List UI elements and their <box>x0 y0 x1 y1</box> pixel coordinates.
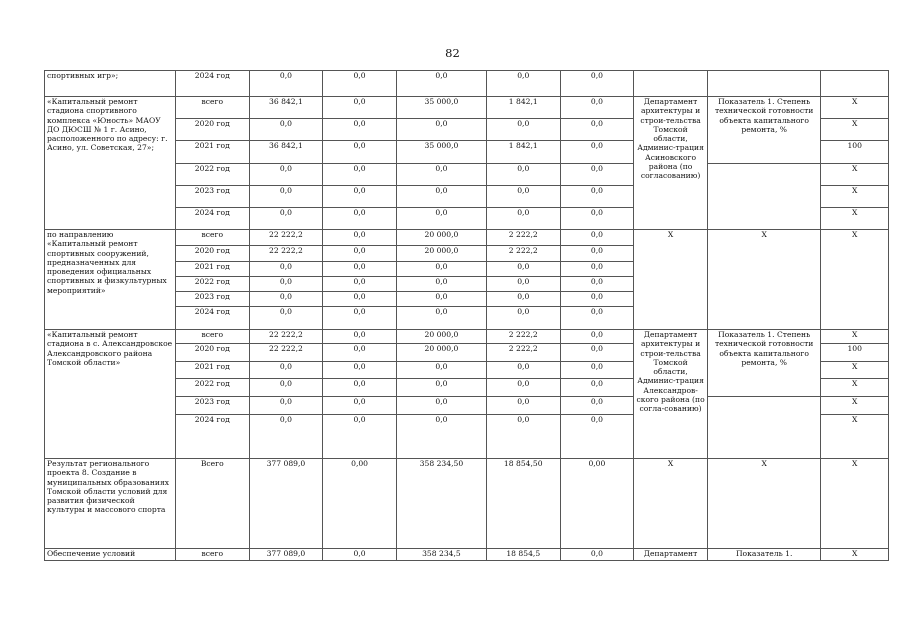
period-cell: 2024 год <box>175 208 249 230</box>
federal-cell: 0,0 <box>323 307 397 330</box>
indicator-cell: Показатель 1. Степень технической готовности объекта капитального ремонта, % <box>707 97 821 164</box>
table-row <box>45 71 889 97</box>
local-cell: 0,0 <box>486 415 560 459</box>
indicator-value: X <box>821 415 889 459</box>
federal-cell: 0,0 <box>323 344 397 362</box>
responsible-cell <box>634 71 708 97</box>
activity-name: по направлению «Капитальный ремонт спортивных сооружений, предназначенных для проведения официальных спортивных и физкультурных мероприятий» <box>45 230 176 330</box>
period-cell: 2024 год <box>175 415 249 459</box>
local-cell: 0,0 <box>486 208 560 230</box>
other-cell: 0,0 <box>560 71 634 97</box>
other-cell: 0,0 <box>560 119 634 141</box>
total-cell: 22 222,2 <box>249 344 323 362</box>
regional-cell: 20 000,0 <box>396 344 486 362</box>
other-cell: 0,00 <box>560 459 634 549</box>
total-cell: 0,0 <box>249 262 323 277</box>
regional-cell: 358 234,5 <box>396 549 486 561</box>
regional-cell: 0,0 <box>396 262 486 277</box>
other-cell: 0,0 <box>560 330 634 344</box>
regional-cell: 20 000,0 <box>396 330 486 344</box>
federal-cell: 0,0 <box>323 262 397 277</box>
total-cell: 377 089,0 <box>249 459 323 549</box>
period-cell: всего <box>175 330 249 344</box>
table-row <box>45 330 889 344</box>
regional-cell: 0,0 <box>396 397 486 415</box>
indicator-value: 100 <box>821 141 889 164</box>
total-cell: 0,0 <box>249 119 323 141</box>
local-cell: 0,0 <box>486 164 560 186</box>
indicator-value: X <box>821 230 889 330</box>
period-cell: 2023 год <box>175 397 249 415</box>
local-cell: 2 222,2 <box>486 246 560 262</box>
local-cell: 0,0 <box>486 362 560 379</box>
regional-cell: 35 000,0 <box>396 141 486 164</box>
federal-cell: 0,0 <box>323 362 397 379</box>
local-cell: 2 222,2 <box>486 230 560 246</box>
total-cell: 36 842,1 <box>249 97 323 119</box>
responsible-cell: Департамент <box>634 549 708 561</box>
period-cell: 2023 год <box>175 186 249 208</box>
indicator-value: X <box>821 397 889 415</box>
total-cell: 0,0 <box>249 379 323 397</box>
local-cell: 0,0 <box>486 119 560 141</box>
indicator-value: X <box>821 186 889 208</box>
indicator-value: X <box>821 208 889 230</box>
activity-name: «Капитальный ремонт стадиона в с. Александровское Александровского района Томской области» <box>45 330 176 459</box>
other-cell: 0,0 <box>560 164 634 186</box>
local-cell: 0,0 <box>486 292 560 307</box>
regional-cell: 0,0 <box>396 362 486 379</box>
indicator-blank-cell <box>707 397 821 459</box>
indicator-value: X <box>821 119 889 141</box>
period-cell: 2021 год <box>175 362 249 379</box>
total-cell: 22 222,2 <box>249 330 323 344</box>
other-cell: 0,0 <box>560 277 634 292</box>
federal-cell: 0,0 <box>323 164 397 186</box>
other-cell: 0,0 <box>560 549 634 561</box>
period-cell: 2020 год <box>175 344 249 362</box>
regional-cell: 0,0 <box>396 71 486 97</box>
federal-cell: 0,0 <box>323 71 397 97</box>
indicator-cell: Показатель 1. <box>707 549 821 561</box>
local-cell: 0,0 <box>486 307 560 330</box>
other-cell: 0,0 <box>560 415 634 459</box>
local-cell: 1 842,1 <box>486 141 560 164</box>
federal-cell: 0,0 <box>323 141 397 164</box>
responsible-cell: Департамент архитектуры и строи-тельства Томской области, Админис-трация Асиновского района (по согласованию) <box>634 97 708 230</box>
period-cell: 2022 год <box>175 164 249 186</box>
local-cell: 0,0 <box>486 379 560 397</box>
responsible-cell: X <box>634 230 708 330</box>
total-cell: 0,0 <box>249 277 323 292</box>
other-cell: 0,0 <box>560 246 634 262</box>
indicator-value: X <box>821 362 889 379</box>
local-cell: 1 842,1 <box>486 97 560 119</box>
federal-cell: 0,0 <box>323 230 397 246</box>
other-cell: 0,0 <box>560 362 634 379</box>
period-cell: 2024 год <box>175 307 249 330</box>
federal-cell: 0,0 <box>323 119 397 141</box>
federal-cell: 0,0 <box>323 208 397 230</box>
total-cell: 0,0 <box>249 307 323 330</box>
regional-cell: 0,0 <box>396 164 486 186</box>
federal-cell: 0,00 <box>323 459 397 549</box>
total-cell: 0,0 <box>249 164 323 186</box>
regional-cell: 0,0 <box>396 307 486 330</box>
table-row <box>45 549 889 561</box>
regional-cell: 0,0 <box>396 277 486 292</box>
indicator-value: X <box>821 97 889 119</box>
regional-cell: 0,0 <box>396 415 486 459</box>
period-cell: 2021 год <box>175 141 249 164</box>
period-cell: всего <box>175 230 249 246</box>
period-cell: 2022 год <box>175 277 249 292</box>
indicator-cell: X <box>707 459 821 549</box>
regional-cell: 358 234,50 <box>396 459 486 549</box>
federal-cell: 0,0 <box>323 549 397 561</box>
total-cell: 36 842,1 <box>249 141 323 164</box>
other-cell: 0,0 <box>560 379 634 397</box>
local-cell: 18 854,50 <box>486 459 560 549</box>
responsible-cell: X <box>634 459 708 549</box>
activity-name: спортивных игр»; <box>45 71 176 97</box>
period-cell: 2024 год <box>175 71 249 97</box>
indicator-value <box>821 71 889 97</box>
activity-name: Результат регионального проекта 8. Создание в муниципальных образованиях Томской области условий для развития физической культуры и массового спорта <box>45 459 176 549</box>
total-cell: 0,0 <box>249 186 323 208</box>
period-cell: 2020 год <box>175 119 249 141</box>
local-cell: 18 854,5 <box>486 549 560 561</box>
indicator-value: X <box>821 164 889 186</box>
indicator-value: 100 <box>821 344 889 362</box>
federal-cell: 0,0 <box>323 330 397 344</box>
other-cell: 0,0 <box>560 141 634 164</box>
other-cell: 0,0 <box>560 397 634 415</box>
indicator-cell: Показатель 1. Степень технической готовности объекта капитального ремонта, % <box>707 330 821 397</box>
federal-cell: 0,0 <box>323 246 397 262</box>
local-cell: 0,0 <box>486 186 560 208</box>
local-cell: 0,0 <box>486 397 560 415</box>
indicator-value: X <box>821 549 889 561</box>
total-cell: 0,0 <box>249 208 323 230</box>
regional-cell: 0,0 <box>396 379 486 397</box>
other-cell: 0,0 <box>560 307 634 330</box>
indicator-value: X <box>821 379 889 397</box>
total-cell: 0,0 <box>249 397 323 415</box>
table-row <box>45 459 889 549</box>
regional-cell: 0,0 <box>396 186 486 208</box>
federal-cell: 0,0 <box>323 379 397 397</box>
period-cell: 2021 год <box>175 262 249 277</box>
other-cell: 0,0 <box>560 344 634 362</box>
period-cell: всего <box>175 549 249 561</box>
activity-name: «Капитальный ремонт стадиона спортивного комплекса «Юность» МАОУ ДО ДЮСШ № 1 г. Асино, расположенного по адресу: г. Асино, ул. Советская, 27»; <box>45 97 176 230</box>
period-cell: Всего <box>175 459 249 549</box>
regional-cell: 35 000,0 <box>396 97 486 119</box>
indicator-blank-cell <box>707 164 821 230</box>
indicator-cell <box>707 71 821 97</box>
other-cell: 0,0 <box>560 97 634 119</box>
regional-cell: 0,0 <box>396 208 486 230</box>
local-cell: 0,0 <box>486 71 560 97</box>
local-cell: 2 222,2 <box>486 344 560 362</box>
local-cell: 0,0 <box>486 277 560 292</box>
other-cell: 0,0 <box>560 186 634 208</box>
period-cell: 2022 год <box>175 379 249 397</box>
regional-cell: 0,0 <box>396 292 486 307</box>
period-cell: всего <box>175 97 249 119</box>
period-cell: 2020 год <box>175 246 249 262</box>
regional-cell: 0,0 <box>396 119 486 141</box>
indicator-value: X <box>821 330 889 344</box>
other-cell: 0,0 <box>560 208 634 230</box>
indicator-value: X <box>821 459 889 549</box>
total-cell: 22 222,2 <box>249 230 323 246</box>
indicator-cell: X <box>707 230 821 330</box>
regional-cell: 20 000,0 <box>396 246 486 262</box>
budget-table <box>44 70 889 561</box>
other-cell: 0,0 <box>560 262 634 277</box>
other-cell: 0,0 <box>560 230 634 246</box>
page-number: 82 <box>445 46 460 60</box>
table-row <box>45 230 889 246</box>
period-cell: 2023 год <box>175 292 249 307</box>
federal-cell: 0,0 <box>323 415 397 459</box>
total-cell: 0,0 <box>249 362 323 379</box>
local-cell: 0,0 <box>486 262 560 277</box>
total-cell: 0,0 <box>249 292 323 307</box>
activity-name: Обеспечение условий <box>45 549 176 561</box>
federal-cell: 0,0 <box>323 186 397 208</box>
federal-cell: 0,0 <box>323 97 397 119</box>
total-cell: 0,0 <box>249 415 323 459</box>
total-cell: 22 222,2 <box>249 246 323 262</box>
regional-cell: 20 000,0 <box>396 230 486 246</box>
table-row <box>45 97 889 119</box>
other-cell: 0,0 <box>560 292 634 307</box>
federal-cell: 0,0 <box>323 292 397 307</box>
federal-cell: 0,0 <box>323 277 397 292</box>
local-cell: 2 222,2 <box>486 330 560 344</box>
total-cell: 377 089,0 <box>249 549 323 561</box>
responsible-cell: Департамент архитектуры и строи-тельства Томской области, Админис-трация Александров-ского района (по согла-сованию) <box>634 330 708 459</box>
federal-cell: 0,0 <box>323 397 397 415</box>
total-cell: 0,0 <box>249 71 323 97</box>
